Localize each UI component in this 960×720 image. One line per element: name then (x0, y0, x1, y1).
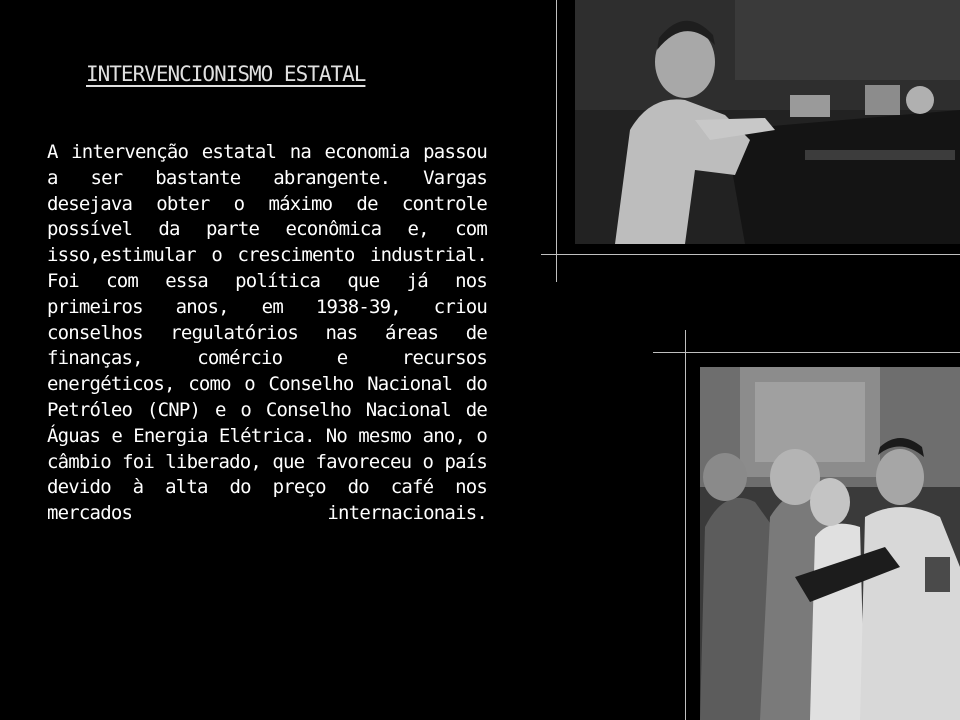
decorative-line-horizontal-top (541, 254, 960, 255)
slide-title: INTERVENCIONISMO ESTATAL (86, 62, 366, 86)
slide-body-text: A intervenção estatal na economia passou a ser bastante abrangente. Vargas desejava obter o máximo de controle possível da parte econômica e, com isso,estimular o crescimento industrial. Foi com essa política que já nos primeiros anos, em 1938-39, criou conselhos regulatórios nas áreas de finanças, comércio e recursos energéticos, como o Conselho Nacional do Petróleo (CNP) e o Conselho Nacional de Águas e Energia Elétrica. No mesmo ano, o câmbio foi liberado, que favoreceu o país devido à alta do preço do café nos mercados internacionais. (47, 141, 487, 525)
decorative-line-vertical-bottom (685, 330, 686, 720)
photo-vargas-at-desk-image (575, 0, 960, 244)
photo-vargas-signing-document-image (700, 367, 960, 720)
decorative-line-horizontal-bottom (653, 352, 960, 353)
photo-vargas-at-desk (575, 0, 960, 244)
decorative-line-vertical-top (556, 0, 557, 282)
photo-vargas-signing-document (700, 367, 960, 720)
